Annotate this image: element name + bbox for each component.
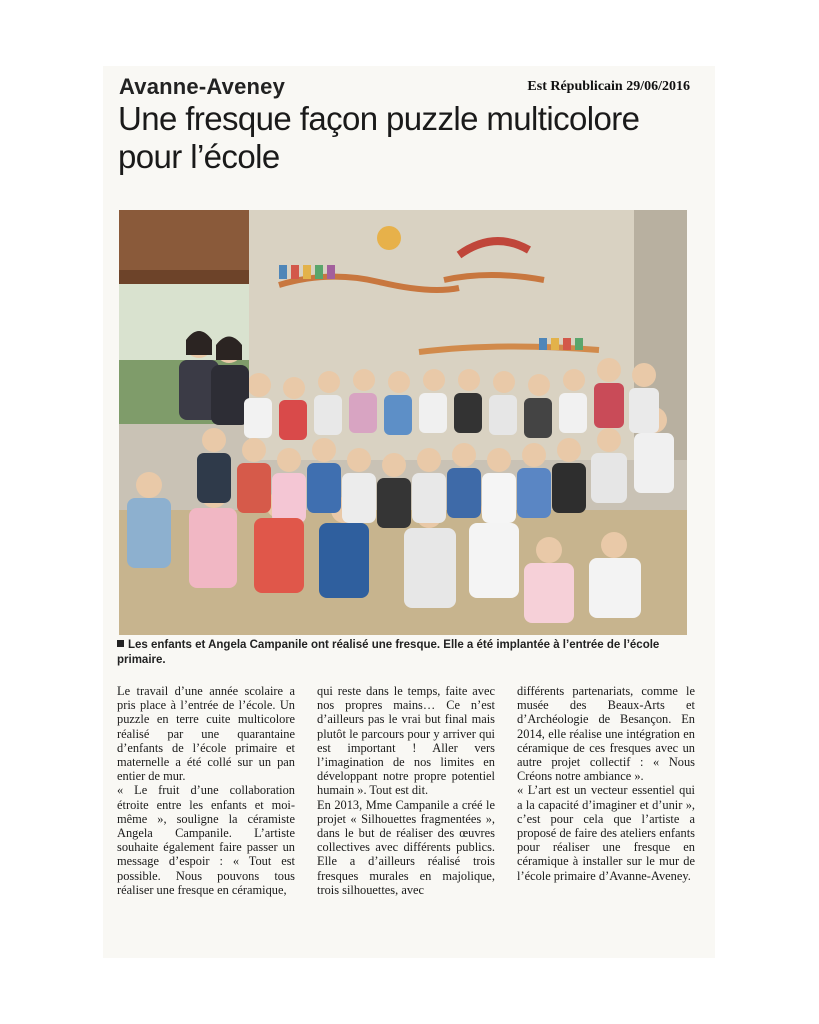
article-source-date: Est Républicain 29/06/2016 bbox=[527, 79, 690, 94]
article-headline bbox=[118, 100, 708, 176]
paragraph: « L’art est un vecteur essentiel qui a la capacité d’imaginer et d’unir », c’est pour cela que l’artiste a proposé de faire des ateliers enfants pour réaliser une fresque en céramique à installer sur le mur de l’école primaire d’Avanne-Aveney. bbox=[517, 783, 695, 883]
headline-line-1: Une fresque façon puzzle multicolore bbox=[118, 100, 640, 137]
paragraph: qui reste dans le temps, faite avec nos propres mains… Ce n’est d’ailleurs pas le vrai but final mais plutôt le parcours pour y arriver qui est important ! Aller vers l’imagination de nos limites en développant notre propre potentiel humain ». Tout est dit. bbox=[317, 684, 495, 798]
group-photo bbox=[119, 210, 687, 635]
article-column-2 bbox=[317, 684, 495, 897]
paragraph: différents partenariats, comme le musée des Beaux-Arts et d’Archéologie de Besançon. En 2014, elle réalise une intégration en céramique de ces fresques avec un autre projet collectif : « Nous Créons notre ambiance ». bbox=[517, 684, 695, 784]
paragraph: Le travail d’une année scolaire a pris place à l’entrée de l’école. Un puzzle en terre cuite multicolore réalisé par une quarantaine d’enfants de l’école primaire et maternelle a été collé sur un pan entier de mur. bbox=[117, 684, 295, 784]
article-column-1 bbox=[117, 684, 295, 897]
article-body bbox=[117, 684, 695, 897]
paragraph: « Le fruit d’une collaboration étroite entre les enfants et moi-même », souligne la céramiste Angela Campanile. L’artiste souhaite également faire passer un message d’espoir : « Tout est possible. Nous pouvons tous réaliser une fresque en céramique, bbox=[117, 783, 295, 897]
photo-caption bbox=[117, 638, 693, 668]
article-column-3 bbox=[517, 684, 695, 897]
caption-text: Les enfants et Angela Campanile ont réalisé une fresque. Elle a été implantée à l’entrée de l’école primaire. bbox=[117, 639, 660, 666]
headline-line-2: pour l’école bbox=[118, 138, 280, 175]
group-photo-illustration bbox=[119, 210, 687, 635]
caption-bullet-icon bbox=[117, 640, 124, 647]
article-location: Avanne-Aveney bbox=[119, 74, 286, 99]
paragraph: En 2013, Mme Campanile a créé le projet « Silhouettes fragmentées », dans le but de réaliser des œuvres collectives avec différents publics. Elle a d’ailleurs réalisé trois fresques murales en majolique, trois silhouettes, avec bbox=[317, 797, 495, 897]
